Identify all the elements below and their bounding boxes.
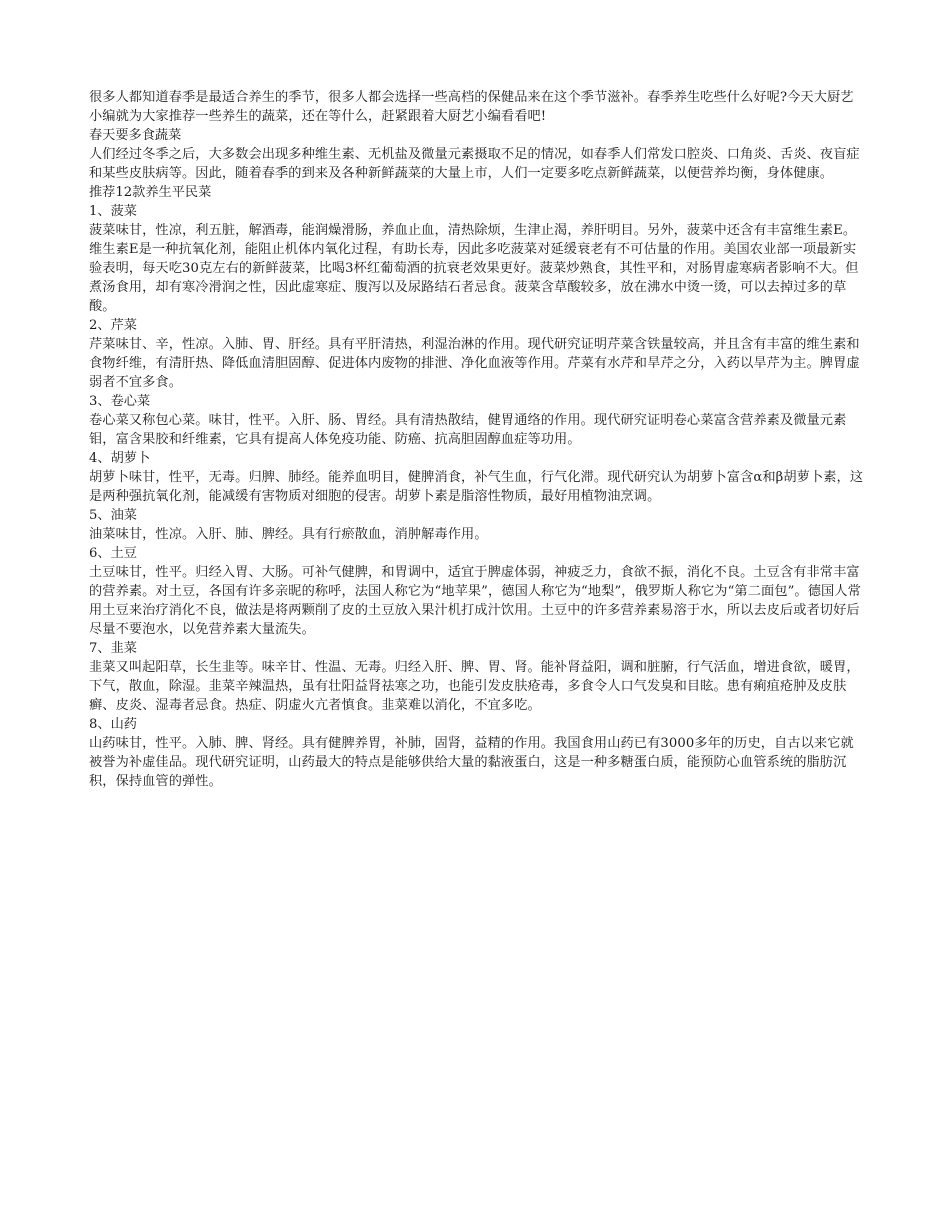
item-title: 6、土豆 — [89, 546, 137, 561]
vegetable-item-rapeseed — [89, 506, 864, 544]
vegetable-item-leek — [89, 639, 864, 715]
item-body: 油菜味甘，性凉。入肝、肺、脾经。具有行瘀散血，消肿解毒作用。 — [89, 527, 488, 542]
item-body: 土豆味甘，性平。归经入胃、大肠。可补气健脾，和胃调中，适宜于脾虚体弱，神疲乏力，食欲不振，消化不良。土豆含有非常丰富的营养素。对土豆，各国有许多亲昵的称呼，法国人称它为“地苹果”，德国人称它为“地梨”，俄罗斯人称它为“第二面包”。德国人常用土豆来治疗消化不良，做法是将两颗削了皮的土豆放入果汁机打成汁饮用。土豆中的许多营养素易溶于水，所以去皮后或者切好后尽量不要泡水，以免营养素大量流失。 — [89, 565, 861, 637]
vegetable-item-celery — [89, 316, 864, 392]
vegetable-item-spinach — [89, 202, 864, 316]
item-title: 1、菠菜 — [89, 204, 137, 219]
item-body: 胡萝卜味甘，性平，无毒。归脾、肺经。能养血明目，健脾消食，补气生血，行气化滞。现代研究认为胡萝卜富含α和β胡萝卜素，这是两种强抗氧化剂，能减缓有害物质对细胞的侵害。胡萝卜素是脂溶性物质，最好用植物油烹调。 — [89, 470, 864, 504]
item-title: 3、卷心菜 — [89, 394, 151, 409]
vegetable-item-potato — [89, 544, 864, 639]
document-page — [89, 88, 864, 791]
list-title: 推荐12款养生平民菜 — [89, 185, 212, 200]
intro-paragraph: 很多人都知道春季是最适合养生的季节，很多人都会选择一些高档的保健品来在这个季节滋补。春季养生吃些什么好呢?今天大厨艺小编就为大家推荐一些养生的蔬菜，还在等什么，赶紧跟着大厨艺小编看看吧! — [89, 90, 854, 124]
section-title: 春天要多食蔬菜 — [89, 128, 182, 143]
item-title: 5、油菜 — [89, 508, 137, 523]
vegetable-item-cabbage — [89, 392, 864, 449]
item-title: 7、韭菜 — [89, 641, 137, 656]
item-title: 8、山药 — [89, 717, 137, 732]
item-body: 韭菜又叫起阳草，长生韭等。味辛甘、性温、无毒。归经入肝、脾、胃、肾。能补肾益阳，调和脏腑，行气活血，增进食欲，暖胃，下气，散血，除湿。韭菜辛辣温热，虽有壮阳益肾祛寒之功，也能引发皮肤疮毒，多食令人口气发臭和目眩。患有痢疽疮肿及皮肤癣、皮炎、湿毒者忌食。热症、阴虚火亢者慎食。韭菜难以消化，不宜多吃。 — [89, 660, 860, 713]
item-body: 山药味甘，性平。入肺、脾、肾经。具有健脾养胃，补肺，固肾，益精的作用。我国食用山药已有3000多年的历史，自古以来它就被誉为补虚佳品。现代研究证明，山药最大的特点是能够供给大量的黏液蛋白，这是一种多糖蛋白质，能预防心血管系统的脂肪沉积，保持血管的弹性。 — [89, 736, 854, 789]
item-body: 卷心菜又称包心菜。味甘，性平。入肝、肠、胃经。具有清热散结，健胃通络的作用。现代研究证明卷心菜富含营养素及微量元素钼，富含果胶和纤维素，它具有提高人体免疫功能、防癌、抗高胆固醇血症等功用。 — [89, 413, 847, 447]
item-body: 芹菜味甘、辛，性凉。入肺、胃、肝经。具有平肝清热，利湿治淋的作用。现代研究证明芹菜含铁量较高，并且含有丰富的维生素和食物纤维，有清肝热、降低血清胆固醇、促进体内废物的排泄、净化血液等作用。芹菜有水芹和旱芹之分，入药以旱芹为主。脾胃虚弱者不宜多食。 — [89, 337, 860, 390]
item-title: 4、胡萝卜 — [89, 451, 151, 466]
vegetable-item-yam — [89, 715, 864, 791]
item-body: 菠菜味甘，性凉，利五脏，解酒毒，能润燥滑肠，养血止血，清热除烦，生津止渴，养肝明目。另外，菠菜中还含有丰富维生素E。维生素E是一种抗氧化剂，能阻止机体内氧化过程，有助长寿，因此多吃菠菜对延缓衰老有不可估量的作用。美国农业部一项最新实验表明，每天吃30克左右的新鲜菠菜，比喝3杯红葡萄酒的抗衰老效果更好。菠菜炒熟食，其性平和，对肠胃虚寒病者影响不大。但煮汤食用，却有寒冷滑润之性，因此虚寒症、腹泻以及尿路结石者忌食。菠菜含草酸较多，放在沸水中烫一烫，可以去掉过多的草酸。 — [89, 223, 859, 314]
section-body: 人们经过冬季之后，大多数会出现多种维生素、无机盐及微量元素摄取不足的情况，如春季人们常发口腔炎、口角炎、舌炎、夜盲症和某些皮肤病等。因此，随着春季的到来及各种新鲜蔬菜的大量上市，人们一定要多吃点新鲜蔬菜，以便营养均衡，身体健康。 — [89, 147, 860, 181]
vegetable-item-carrot — [89, 449, 864, 506]
item-title: 2、芹菜 — [89, 318, 137, 333]
